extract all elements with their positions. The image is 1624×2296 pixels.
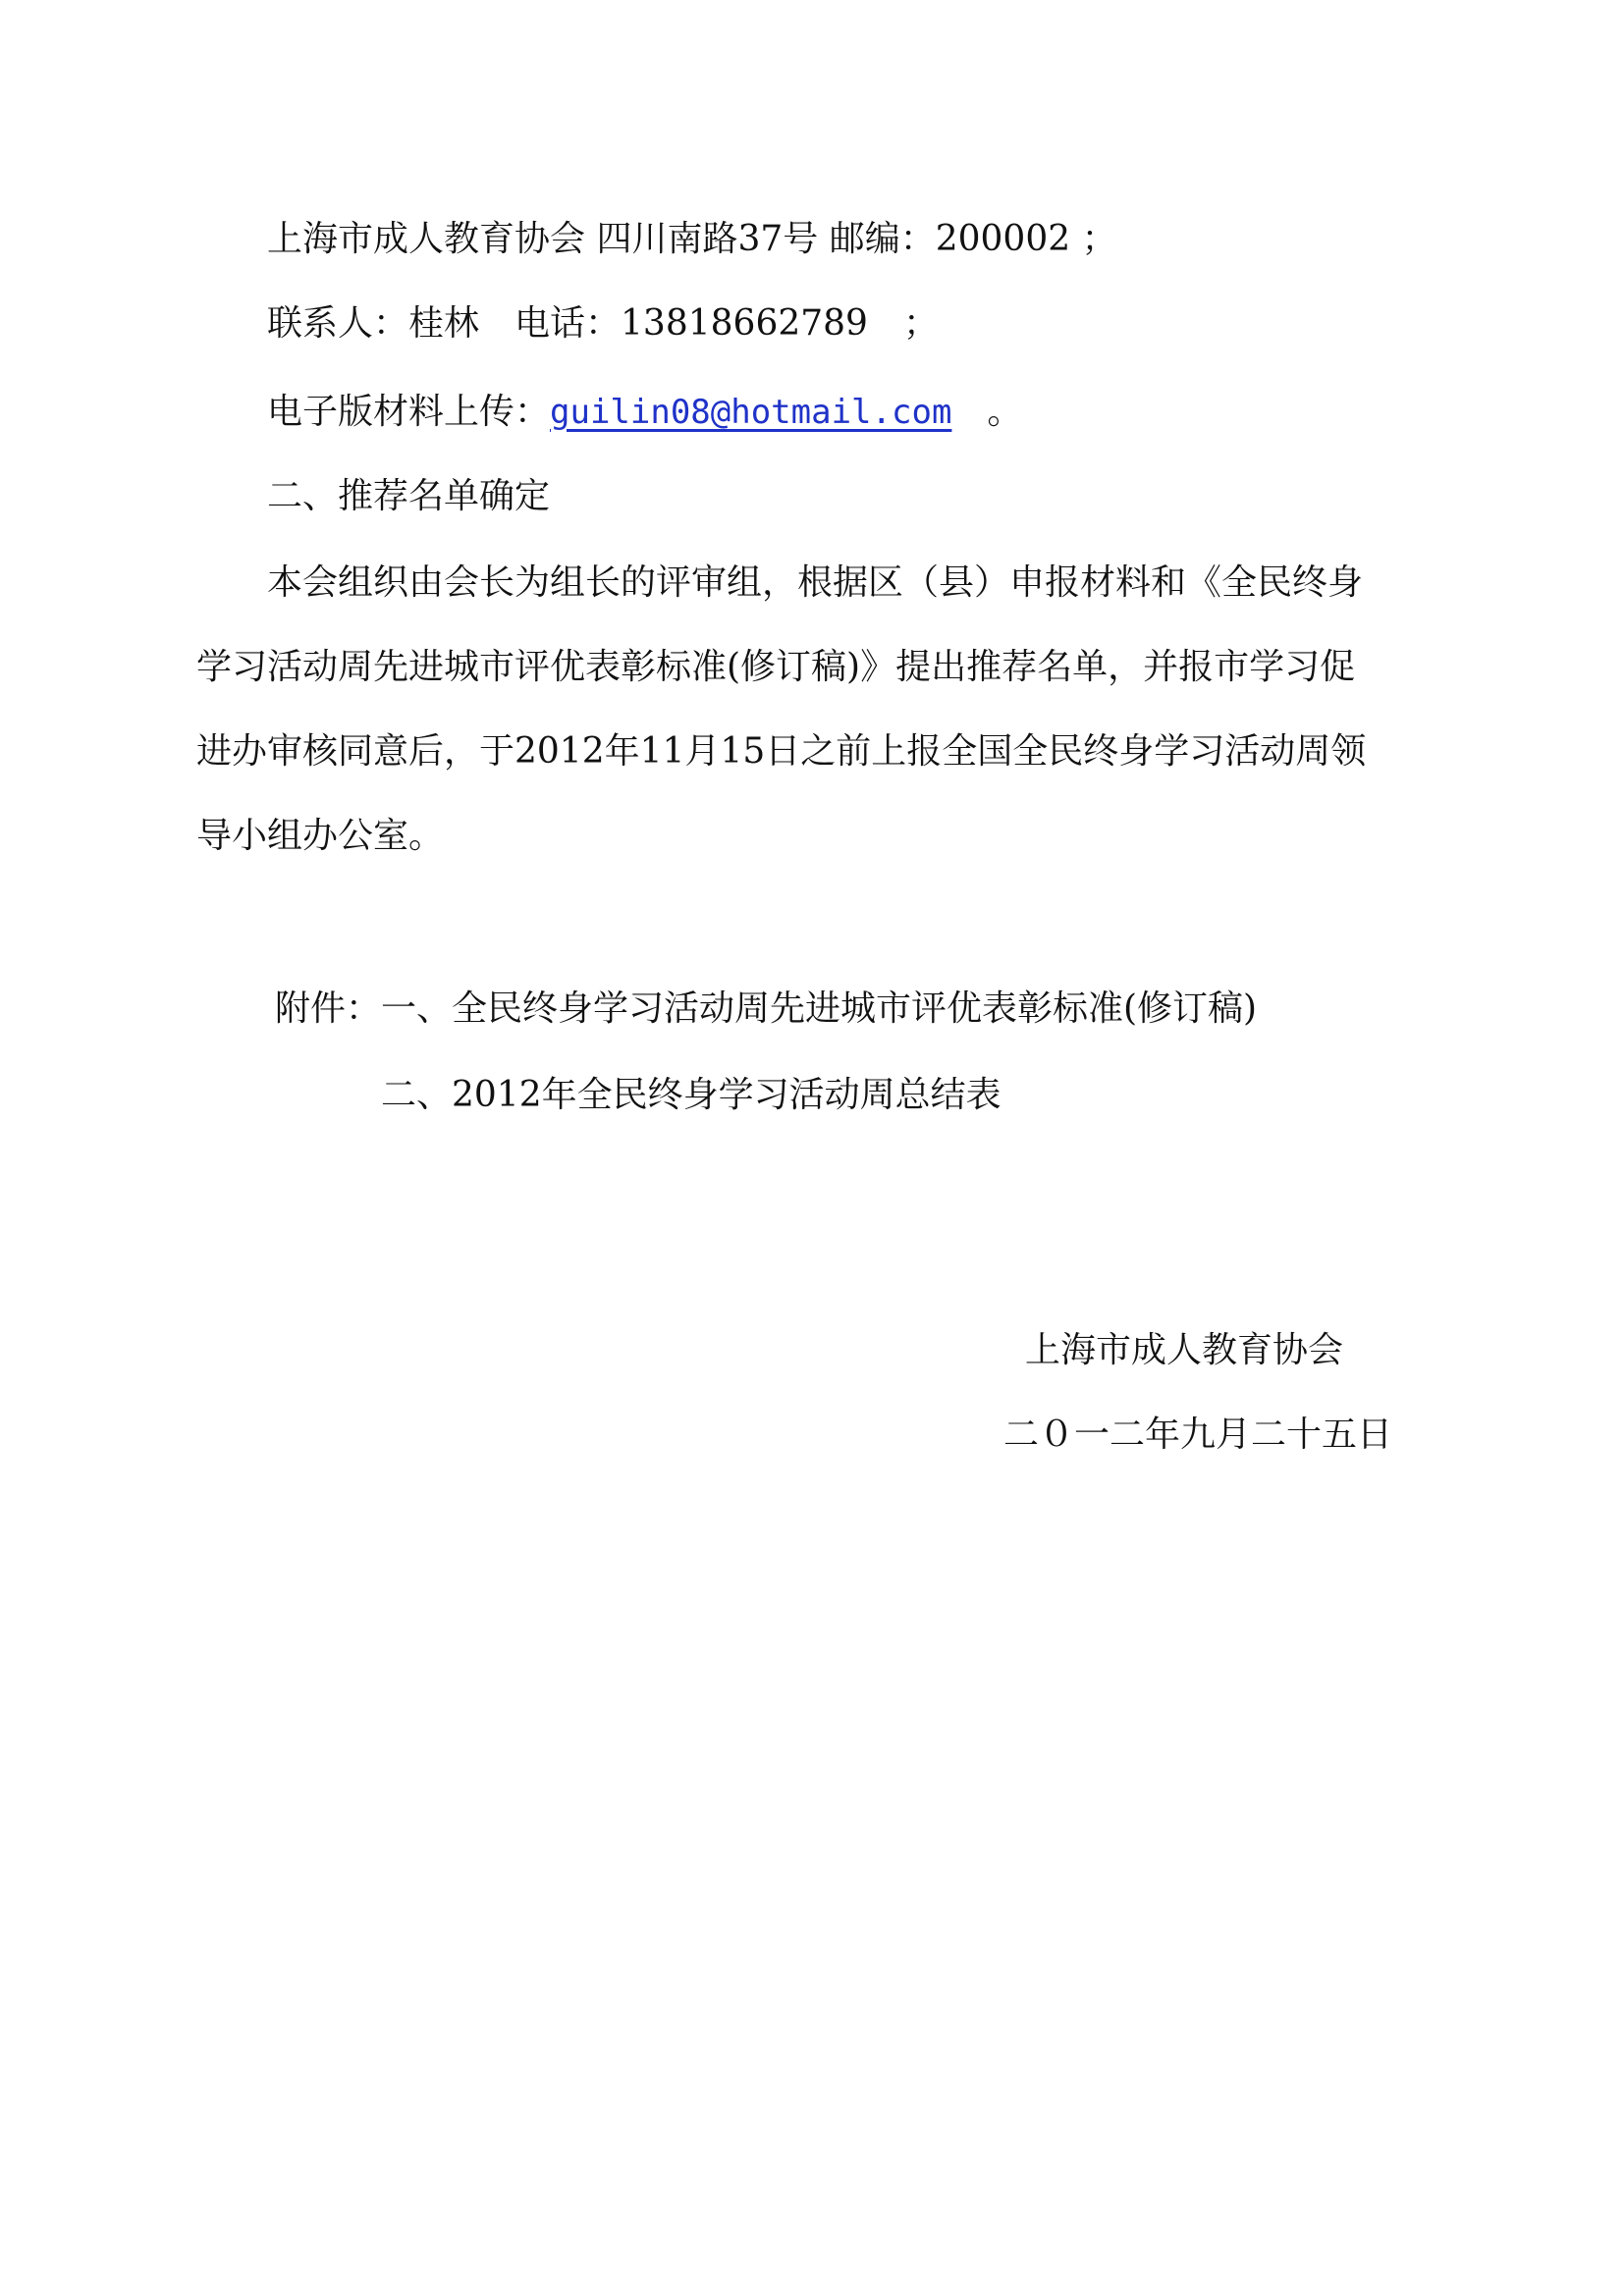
upload-line <box>267 391 1022 434</box>
paragraph-line: 本会组织由会长为组长的评审组，根据区（县）申报材料和《全民终身 <box>267 562 1364 603</box>
paragraph-line: 进办审核同意后，于2012年11月15日之前上报全国全民终身学习活动周领 <box>196 731 1367 772</box>
contact-person-line <box>267 302 939 346</box>
upload-end: 。 <box>987 392 1023 432</box>
section-heading: 二、推荐名单确定 <box>267 476 551 516</box>
contact-address: 上海市成人教育协会 四川南路37号 邮编：200002 ； <box>267 219 1117 259</box>
contact-phone: 电话：13818662789 ； <box>514 303 939 344</box>
contact-person: 联系人：桂林 <box>267 303 480 344</box>
attachment-line-2: 二、2012年全民终身学习活动周总结表 <box>381 1075 1001 1115</box>
paragraph-line: 学习活动周先进城市评优表彰标准(修订稿)》提出推荐名单，并报市学习促 <box>196 647 1356 687</box>
attachment-line-1: 附件：一、全民终身学习活动周先进城市评优表彰标准(修订稿) <box>275 988 1258 1029</box>
email-link[interactable]: guilin08@hotmail.com <box>550 393 952 432</box>
signature-organization: 上海市成人教育协会 <box>1025 1330 1344 1370</box>
upload-label: 电子版材料上传： <box>267 392 551 432</box>
paragraph-line: 导小组办公室。 <box>196 816 445 856</box>
signature-date: 二０一二年九月二十五日 <box>1003 1415 1393 1455</box>
